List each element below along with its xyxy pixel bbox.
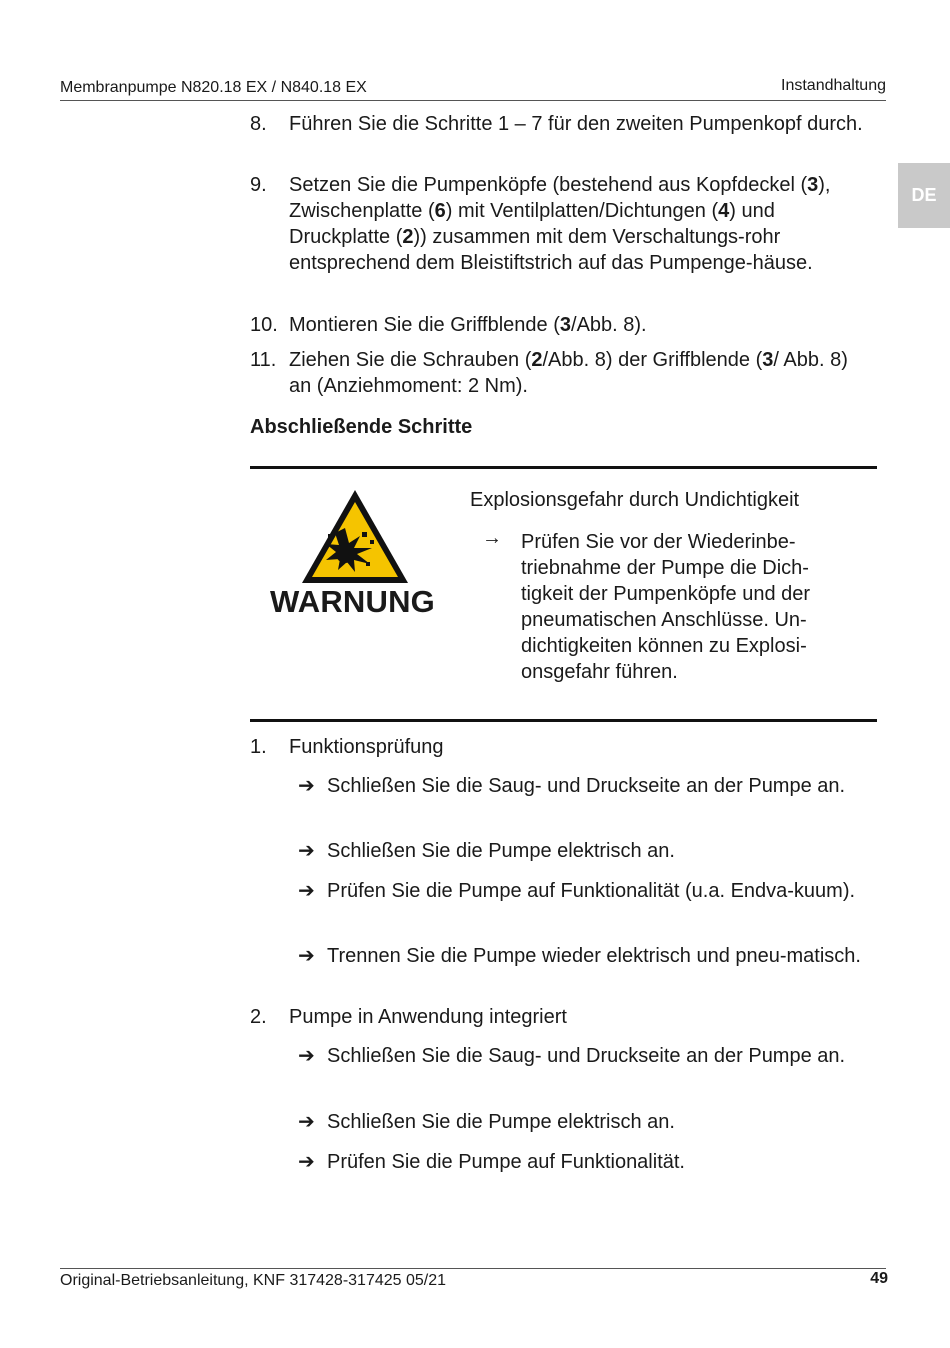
list-item xyxy=(298,878,888,930)
step-item xyxy=(250,111,890,163)
list-item xyxy=(298,838,888,864)
step-text: Montieren Sie die Griffblende (3/Abb. 8). xyxy=(289,314,647,336)
list-item xyxy=(298,1149,888,1175)
step-number: 9. xyxy=(250,174,267,196)
warning-title: Explosionsgefahr durch Undichtigkeit xyxy=(470,489,800,511)
list-item-text: Schließen Sie die Saug- und Druckseite an der Pumpe an. xyxy=(327,775,846,797)
header-product-title: Membranpumpe N820.18 EX / N840.18 EX xyxy=(60,79,367,96)
header-divider xyxy=(60,100,886,101)
arrow-right-icon: ➔ xyxy=(298,1111,315,1133)
arrow-right-icon: → xyxy=(482,527,502,549)
page-number: 49 xyxy=(870,1270,888,1287)
warning-top-rule xyxy=(250,466,877,469)
arrow-right-icon: ➔ xyxy=(298,880,315,902)
arrow-right-icon: ➔ xyxy=(298,1045,315,1067)
check-number: 1. xyxy=(250,736,267,758)
list-item-text: Trennen Sie die Pumpe wieder elektrisch und pneu-matisch. xyxy=(327,945,861,967)
list-item-text: Schließen Sie die Pumpe elektrisch an. xyxy=(327,840,675,862)
list-item-text: Prüfen Sie die Pumpe auf Funktionalität. xyxy=(327,1151,685,1173)
step-text: Führen Sie die Schritte 1 – 7 für den zweiten Pumpenkopf durch. xyxy=(289,113,863,135)
warning-text: Prüfen Sie vor der Wiederinbe-triebnahme der Pumpe die Dich-tigkeit der Pumpenköpfe und der pneumatischen Anschlüsse. Un-dichtigkeiten können zu Explosi-onsgefahr führen. xyxy=(521,531,811,683)
check-item xyxy=(250,734,890,760)
step-number: 8. xyxy=(250,113,267,135)
arrow-right-icon: ➔ xyxy=(298,775,315,797)
list-item xyxy=(298,773,888,825)
step-item xyxy=(250,172,890,302)
arrow-right-icon: ➔ xyxy=(298,840,315,862)
step-item xyxy=(250,347,890,399)
header-section-title: Instandhaltung xyxy=(781,77,886,94)
list-item xyxy=(298,1043,888,1095)
list-item-text: Schließen Sie die Pumpe elektrisch an. xyxy=(327,1111,675,1133)
check-title: Funktionsprüfung xyxy=(289,736,444,758)
list-item xyxy=(298,943,888,995)
footer-divider xyxy=(60,1268,886,1269)
list-item-text: Prüfen Sie die Pumpe auf Funktionalität (u.a. Endva-kuum). xyxy=(327,880,856,902)
step-number: 11. xyxy=(250,349,277,371)
footer-document-id: Original-Betriebsanleitung, KNF 317428-317425 05/21 xyxy=(60,1272,447,1289)
warning-label: WARNUNG xyxy=(270,584,435,619)
step-text: Setzen Sie die Pumpenköpfe (bestehend aus Kopfdeckel (3), Zwischenplatte (6) mit Ventilplatten/Dichtungen (4) und Druckplatte (2)) zusammen mit dem Verschaltungs-rohr entsprechend dem Bleistiftstrich auf das Pumpenge-häuse. xyxy=(289,174,831,274)
language-tab: DE xyxy=(898,163,950,228)
check-item xyxy=(250,1004,890,1030)
arrow-right-icon: ➔ xyxy=(298,945,315,967)
warning-bottom-rule xyxy=(250,719,877,722)
explosion-warning-icon xyxy=(300,488,410,586)
check-title: Pumpe in Anwendung integriert xyxy=(289,1006,567,1028)
section-heading: Abschließende Schritte xyxy=(250,416,473,438)
check-number: 2. xyxy=(250,1006,267,1028)
step-number: 10. xyxy=(250,314,278,336)
step-text: Ziehen Sie die Schrauben (2/Abb. 8) der Griffblende (3/ Abb. 8) an (Anziehmoment: 2 Nm). xyxy=(289,349,848,397)
list-item-text: Schließen Sie die Saug- und Druckseite an der Pumpe an. xyxy=(327,1045,846,1067)
list-item xyxy=(298,1109,888,1135)
arrow-right-icon: ➔ xyxy=(298,1151,315,1173)
step-item xyxy=(250,312,890,338)
